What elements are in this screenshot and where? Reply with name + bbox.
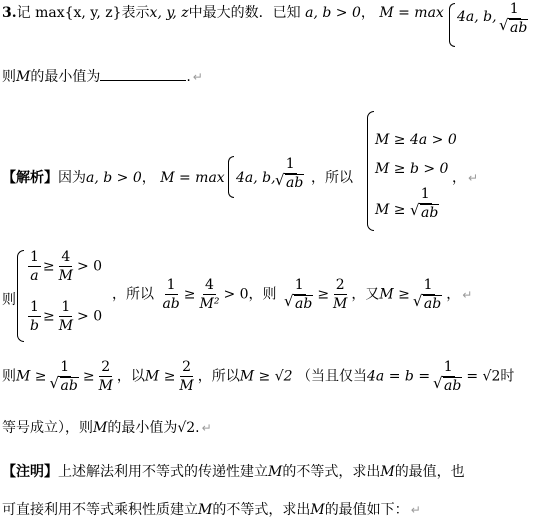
formula: a, b > 0	[86, 170, 142, 186]
problem-line-1	[2, 6, 444, 20]
formula: a, b > 0	[305, 5, 361, 21]
solution-line-1: 【解析】因为a, b > 0， M = max	[2, 170, 225, 186]
formula: 4a, b,	[457, 9, 497, 25]
text: 的最小值为	[30, 69, 101, 85]
solution-line-2: ，所以 $\frac{1}{ab}$ ≥ $\frac{4}{\text{M²}}$ > 0，则 1 √ ab ≥ $\frac{2}{M}$ ，又M ≥ 1 √ ab ， ↵	[112, 278, 472, 311]
solution-line-3: 则M ≥ 1 √ ab ≥ $\frac{2}{M}$ ，以M ≥ $\frac{2}{M}$ ，所以M ≥ √2 （当且仅当4a = b = 1 √ ab = √2时	[2, 360, 514, 393]
formula: M = max	[160, 170, 225, 186]
text: 则	[2, 292, 16, 308]
system-brace	[367, 111, 374, 231]
solution-tag: 【解析】	[2, 170, 58, 186]
problem-line-2: 则M的最小值为 . ↵	[2, 69, 203, 85]
set-content	[457, 10, 497, 24]
text: ，	[360, 5, 375, 21]
solution-line-4: 等号成立），则M的最小值为√2. ↵	[2, 420, 212, 436]
system-brace	[17, 250, 24, 342]
text: 记	[16, 5, 31, 21]
text: 中最大的数．已知	[188, 5, 301, 21]
note-line-2: 可直接利用不等式乘积性质建立M的不等式，求出M的最值如下： ↵	[2, 502, 421, 518]
note-tag: 【注明】	[2, 464, 58, 480]
problem-number: 3.	[2, 5, 17, 21]
return-mark: ↵	[192, 70, 203, 84]
note-line-1: 【注明】上述解法利用不等式的传递性建立M的不等式，求出M的最值，也	[2, 464, 465, 480]
text: ，所以	[311, 170, 353, 186]
formula: M = max	[379, 5, 444, 21]
formula: M	[16, 69, 31, 85]
set-brace	[449, 3, 455, 47]
answer-blank	[100, 68, 186, 81]
set-brace	[228, 156, 234, 198]
text: 因为	[58, 170, 86, 186]
text: 表示	[121, 5, 150, 21]
formula: max{x, y, z}	[35, 5, 122, 21]
fraction: 1 √ ab	[272, 157, 308, 190]
text: ， ↵	[452, 170, 479, 186]
text: 则	[2, 69, 16, 85]
set-content: 4a, b,	[236, 170, 276, 186]
formula: x, y, z	[149, 5, 189, 21]
fraction: 1 √ ab	[496, 2, 532, 35]
